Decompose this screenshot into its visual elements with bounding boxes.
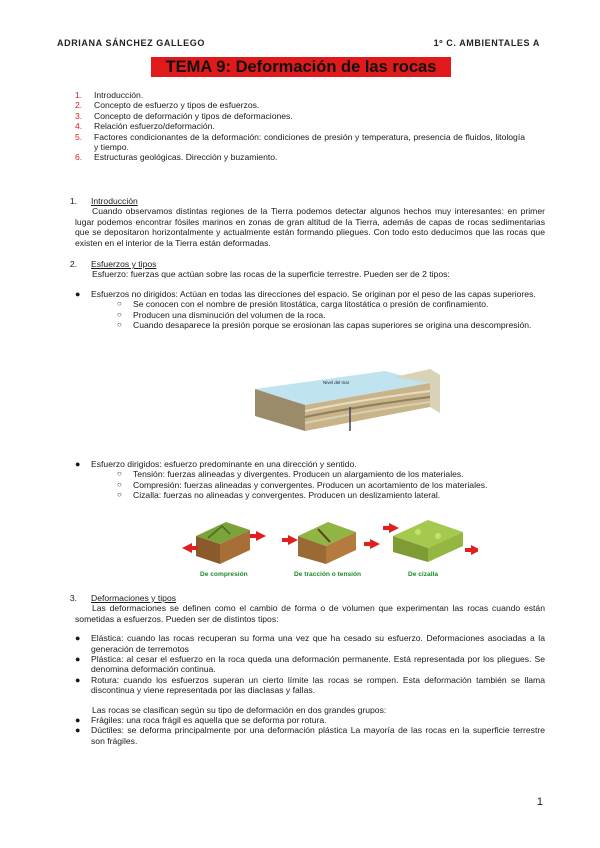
section-heading bbox=[69, 196, 545, 206]
bullet-item bbox=[75, 715, 545, 725]
sub-bullet-text: Se conocen con el nombre de presión litostática, carga litostática o presión de confinamiento. bbox=[133, 299, 489, 310]
sub-bullet-item bbox=[75, 480, 545, 490]
sub-bullet-text: Tensión: fuerzas alineadas y divergentes. Producen un alargamiento de los materiales. bbox=[133, 469, 464, 480]
circle-bullet-icon: ○ bbox=[117, 299, 122, 309]
bullet-icon: ● bbox=[75, 654, 81, 665]
sub-bullet-item bbox=[75, 490, 545, 500]
section-title: Deformaciones y tipos bbox=[91, 593, 177, 603]
circle-bullet-icon: ○ bbox=[117, 309, 122, 319]
toc-item bbox=[75, 111, 525, 121]
toc-number: 2. bbox=[75, 100, 83, 111]
toc-number: 1. bbox=[75, 90, 83, 100]
bullet-text: Frágiles: una roca frágil es aquella que se deforma por rotura. bbox=[91, 715, 327, 726]
toc-number: 5. bbox=[75, 131, 83, 142]
circle-bullet-icon: ○ bbox=[117, 469, 122, 479]
section-heading bbox=[69, 259, 545, 269]
sub-bullet-item bbox=[75, 320, 545, 330]
bullet-item bbox=[75, 654, 545, 675]
section-deformaciones bbox=[69, 593, 545, 746]
sea-level-label: Nivel del mar bbox=[323, 380, 350, 385]
toc-item bbox=[75, 152, 525, 162]
paragraph: Las deformaciones se definen como el cambio de forma o de volumen que experimentan las rocas cuando están sometidas a esfuerzos. Pueden ser de distintos tipos: bbox=[75, 603, 545, 624]
bullet-item bbox=[75, 633, 545, 654]
arrow-left-icon bbox=[250, 531, 266, 541]
section-number: 3. bbox=[69, 593, 77, 603]
toc-number: 6. bbox=[75, 152, 83, 163]
bullet-icon: ● bbox=[75, 633, 81, 644]
section-title: Introducción bbox=[91, 196, 138, 206]
arrow-left-icon bbox=[282, 535, 298, 545]
circle-bullet-icon: ○ bbox=[117, 490, 122, 500]
course-label: 1º C. AMBIENTALES A bbox=[433, 38, 540, 48]
caption-compresion: De compresión bbox=[200, 571, 248, 578]
bullet-icon: ● bbox=[75, 725, 81, 736]
bullet-icon: ● bbox=[75, 715, 81, 726]
section-title: Esfuerzos y tipos bbox=[91, 259, 157, 269]
section-number: 2. bbox=[69, 259, 77, 269]
sub-bullet-text: Cuando desaparece la presión porque se erosionan las capas superiores se origina una descompresión. bbox=[133, 320, 532, 331]
arrow-left-icon bbox=[383, 523, 399, 533]
bullet-text: Rotura: cuando los esfuerzos superan un cierto límite las rocas se rompen. Esta deformación también se llama discontinua y viene representada por las diaclasas y fallas. bbox=[91, 674, 545, 696]
section-esfuerzos bbox=[69, 259, 545, 331]
bullet-item bbox=[75, 289, 545, 299]
author-name: ADRIANA SÁNCHEZ GALLEGO bbox=[57, 38, 205, 48]
arrow-right-icon bbox=[364, 539, 380, 549]
page-number: 1 bbox=[536, 796, 543, 808]
tension-block bbox=[282, 522, 380, 564]
toc-text: Concepto de esfuerzo y tipos de esfuerzos. bbox=[94, 100, 260, 111]
toc-number: 3. bbox=[75, 110, 83, 121]
compression-block bbox=[182, 522, 266, 564]
toc-text: Estructuras geológicas. Dirección y buzamiento. bbox=[94, 152, 278, 163]
circle-bullet-icon: ○ bbox=[117, 479, 122, 489]
toc-number: 4. bbox=[75, 121, 83, 132]
section-number: 1. bbox=[69, 196, 77, 206]
caption-tension: De tracción o tensión bbox=[294, 571, 362, 578]
sub-bullet-text: Compresión: fuerzas alineadas y convergentes. Producen un acortamiento de los materiales. bbox=[133, 479, 488, 490]
bullet-text: Dúctiles: se deforma principalmente por una deformación plástica La mayoría de las rocas en la superficie terrestre son frágiles. bbox=[91, 725, 545, 746]
toc-item bbox=[75, 100, 525, 110]
shear-block bbox=[383, 520, 478, 562]
toc-text: Concepto de deformación y tipos de deformaciones. bbox=[94, 110, 293, 121]
toc-item bbox=[75, 121, 525, 131]
sub-bullet-item bbox=[75, 469, 545, 479]
paragraph: Las rocas se clasifican según su tipo de deformación en dos grandes grupos: bbox=[92, 704, 387, 715]
toc-text: Relación esfuerzo/deformación. bbox=[94, 121, 215, 132]
sub-bullet-text: Producen una disminución del volumen de la roca. bbox=[133, 309, 326, 320]
bullet-text: Esfuerzos no dirigidos: Actúan en todas las direcciones del espacio. Se originan por el peso de las capas superiores. bbox=[91, 288, 536, 299]
section-heading bbox=[69, 593, 545, 603]
bullet-text: Esfuerzo dirigidos: esfuerzo predominante en una dirección y sentido. bbox=[91, 459, 357, 469]
section-introduccion bbox=[69, 196, 545, 248]
bullet-icon: ● bbox=[75, 288, 81, 299]
arrow-right-icon bbox=[465, 545, 478, 555]
bullet-text: Plástica: al cesar el esfuerzo en la roca queda una deformación permanente. Está representada por los pliegues. Se denomina deformación continua. bbox=[91, 654, 545, 675]
paragraph: Esfuerzo: fuerzas que actúan sobre las rocas de la superficie terrestre. Pueden ser de 2 tipos: bbox=[92, 269, 450, 280]
bullet-item bbox=[75, 459, 545, 469]
bullet-icon: ● bbox=[75, 459, 81, 469]
page-title: TEMA 9: Deformación de las rocas bbox=[151, 57, 451, 77]
section-esfuerzos-dirigidos bbox=[75, 459, 545, 501]
toc-item bbox=[75, 90, 525, 100]
caption-cizalla: De cizalla bbox=[408, 571, 439, 578]
sub-bullet-item bbox=[75, 299, 545, 309]
toc-text: Factores condicionantes de la deformación: condiciones de presión y temperatura, presencia de fluidos, litología y tiempo. bbox=[94, 131, 525, 153]
basin-diagram-figure bbox=[245, 361, 445, 441]
bullet-item bbox=[75, 725, 545, 746]
toc-item bbox=[75, 132, 525, 153]
bullet-text: Elástica: cuando las rocas recuperan su forma una vez que ha cesado su esfuerzo. Deformaciones asociadas a la generación de terremotos bbox=[91, 633, 545, 654]
bullet-item bbox=[75, 675, 545, 696]
table-of-contents bbox=[75, 90, 525, 163]
sub-bullet-text: Cizalla: fuerzas no alineadas y convergentes. Producen un deslizamiento lateral. bbox=[133, 490, 441, 501]
arrow-right-icon bbox=[182, 543, 198, 553]
bullet-icon: ● bbox=[75, 674, 81, 685]
toc-text: Introducción. bbox=[94, 90, 144, 100]
sub-bullet-item bbox=[75, 310, 545, 320]
paragraph: Cuando observamos distintas regiones de la Tierra podemos detectar algunos hechos muy interesantes: en primer lugar podemos encontrar fósiles marinos en zonas de gran altitud de la Tierra, además de capas de rocas sedimentarias que se depositaron horizontalmente y actualmente están formando pliegues. Con todo esto deducimos que las rocas que existen en el interior de la Tierra están deformadas. bbox=[75, 206, 545, 248]
stress-types-figure bbox=[178, 514, 478, 580]
circle-bullet-icon: ○ bbox=[117, 320, 122, 330]
